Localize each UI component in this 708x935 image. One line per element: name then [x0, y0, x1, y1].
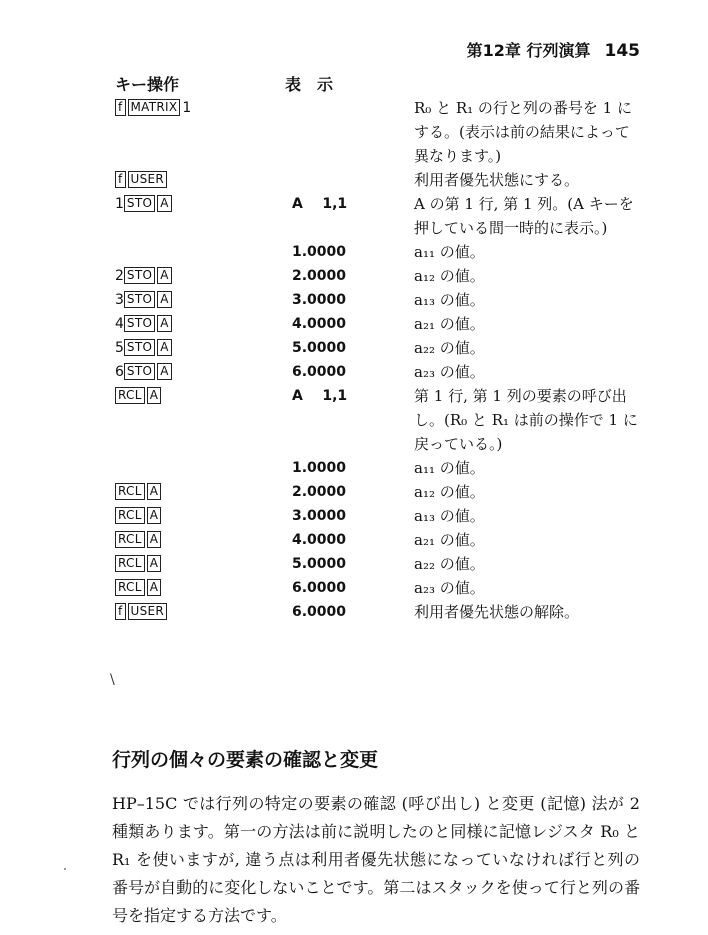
- description-cell: 利用者優先状態の解除。: [414, 603, 580, 621]
- page-number: 145: [604, 41, 640, 61]
- calculator-key: STO: [124, 291, 155, 308]
- calculator-key: A: [157, 195, 172, 212]
- digit-key: 2: [115, 268, 124, 284]
- table-row: [0, 168, 708, 192]
- description-cell: a₁₁ の値。: [414, 243, 485, 261]
- table-row: [0, 552, 708, 576]
- description-cell: a₁₂ の値。: [414, 267, 485, 285]
- calculator-key: A: [147, 555, 162, 572]
- digit-key: 5: [115, 340, 124, 356]
- keystroke-cell: [0, 552, 292, 576]
- keystroke-cell: [0, 192, 292, 216]
- keystroke-cell: [0, 360, 292, 384]
- calculator-key: RCL: [115, 483, 145, 500]
- table-row: [0, 384, 708, 456]
- description-cell: a₂₂ の値。: [414, 339, 485, 357]
- display-column-header: 表 示: [285, 75, 334, 94]
- calculator-key: RCL: [115, 579, 145, 596]
- table-row: [0, 264, 708, 288]
- table-row: [0, 288, 708, 312]
- description-cell: a₂₂ の値。: [414, 555, 485, 573]
- description-cell: a₂₁ の値。: [414, 315, 485, 333]
- chapter-title: 第12章 行列演算: [466, 41, 591, 60]
- digit-key: 4: [115, 316, 124, 332]
- keystroke-cell: [0, 288, 292, 312]
- page-header: [467, 38, 640, 61]
- table-row: [0, 528, 708, 552]
- display-cell: 5.0000: [292, 340, 347, 356]
- digit-key: 1: [115, 196, 124, 212]
- display-cell: A 1,1: [292, 388, 348, 404]
- calculator-key: STO: [124, 195, 155, 212]
- stray-mark: \: [110, 672, 115, 688]
- calculator-key: A: [157, 363, 172, 380]
- description-cell: 第 1 行, 第 1 列の要素の呼び出し。(R₀ と R₁ は前の操作で 1 に戻っている。): [414, 387, 638, 453]
- display-cell: 6.0000: [292, 580, 347, 596]
- display-cell: 2.0000: [292, 268, 347, 284]
- description-cell: a₂₁ の値。: [414, 531, 485, 549]
- calculator-key: A: [147, 579, 162, 596]
- table-row: [0, 96, 708, 168]
- keystroke-cell: [0, 528, 292, 552]
- calculator-key: RCL: [115, 387, 145, 404]
- calculator-key: A: [157, 315, 172, 332]
- calculator-key: A: [147, 531, 162, 548]
- display-cell: 4.0000: [292, 532, 347, 548]
- section-title: 行列の個々の要素の確認と変更: [112, 749, 379, 771]
- calculator-key: STO: [124, 339, 155, 356]
- table-row: [0, 312, 708, 336]
- table-row: [0, 576, 708, 600]
- description-cell: a₁₃ の値。: [414, 507, 485, 525]
- table-row: [0, 336, 708, 360]
- description-cell: 利用者優先状態にする。: [414, 171, 580, 189]
- keystroke-cell: [0, 168, 292, 192]
- calculator-key: MATRIX: [128, 99, 181, 116]
- calculator-key: f: [115, 603, 126, 620]
- calculator-key: A: [147, 507, 162, 524]
- keystroke-cell: [0, 600, 292, 624]
- calculator-key: RCL: [115, 531, 145, 548]
- display-cell: 1.0000: [292, 244, 347, 260]
- table-row: [0, 192, 708, 240]
- description-cell: a₁₁ の値。: [414, 459, 485, 477]
- table-row: [0, 504, 708, 528]
- margin-dot: [64, 868, 66, 870]
- keys-column-header: キー操作: [115, 75, 180, 94]
- keystroke-cell: [0, 312, 292, 336]
- calculator-key: f: [115, 99, 126, 116]
- calculator-key: f: [115, 171, 126, 188]
- calculator-key: STO: [124, 315, 155, 332]
- calculator-key: A: [157, 267, 172, 284]
- table-row: [0, 240, 708, 264]
- keystroke-table: [0, 96, 708, 624]
- section-paragraph: HP–15C では行列の特定の要素の確認 (呼び出し) と変更 (記憶) 法が 2 種類あります。第一の方法は前に説明したのと同様に記憶レジスタ R₀ と R₁ を使いますが, 違う点は利用者優先状態になっていなければ行と列の番号が自動的に変化しないことです。第二はスタックを使って行と列の番号を指定する方法です。: [112, 794, 640, 925]
- display-cell: 2.0000: [292, 484, 347, 500]
- keystroke-cell: [0, 264, 292, 288]
- description-cell: a₂₃ の値。: [414, 579, 485, 597]
- table-row: [0, 456, 708, 480]
- keystroke-cell: [0, 336, 292, 360]
- display-cell: 3.0000: [292, 508, 347, 524]
- calculator-key: USER: [128, 171, 168, 188]
- calculator-key: STO: [124, 267, 155, 284]
- calculator-key: USER: [128, 603, 168, 620]
- description-cell: a₁₃ の値。: [414, 291, 485, 309]
- description-cell: R₀ と R₁ の行と列の番号を 1 にする。(表示は前の結果によって異なります。): [414, 99, 632, 165]
- keystroke-cell: [0, 480, 292, 504]
- description-cell: a₁₂ の値。: [414, 483, 485, 501]
- keystroke-cell: [0, 96, 292, 120]
- calculator-key: STO: [124, 363, 155, 380]
- calculator-key: A: [147, 387, 162, 404]
- calculator-key: A: [157, 339, 172, 356]
- description-cell: a₂₃ の値。: [414, 363, 485, 381]
- keystroke-cell: [0, 384, 292, 408]
- digit-key: 3: [115, 292, 124, 308]
- display-cell: 6.0000: [292, 364, 347, 380]
- table-row: [0, 600, 708, 624]
- keystroke-cell: [0, 504, 292, 528]
- calculator-key: A: [157, 291, 172, 308]
- display-cell: 4.0000: [292, 316, 347, 332]
- digit-key: 6: [115, 364, 124, 380]
- keystroke-cell: [0, 576, 292, 600]
- digit-key: 1: [182, 100, 192, 116]
- table-row: [0, 480, 708, 504]
- table-row: [0, 360, 708, 384]
- display-cell: 1.0000: [292, 460, 347, 476]
- calculator-key: RCL: [115, 555, 145, 572]
- calculator-key: A: [147, 483, 162, 500]
- display-cell: 6.0000: [292, 604, 347, 620]
- description-cell: A の第 1 行, 第 1 列。(A キーを押している間一時的に表示。): [414, 195, 634, 237]
- display-cell: 3.0000: [292, 292, 347, 308]
- display-cell: 5.0000: [292, 556, 347, 572]
- calculator-key: RCL: [115, 507, 145, 524]
- display-cell: A 1,1: [292, 196, 348, 212]
